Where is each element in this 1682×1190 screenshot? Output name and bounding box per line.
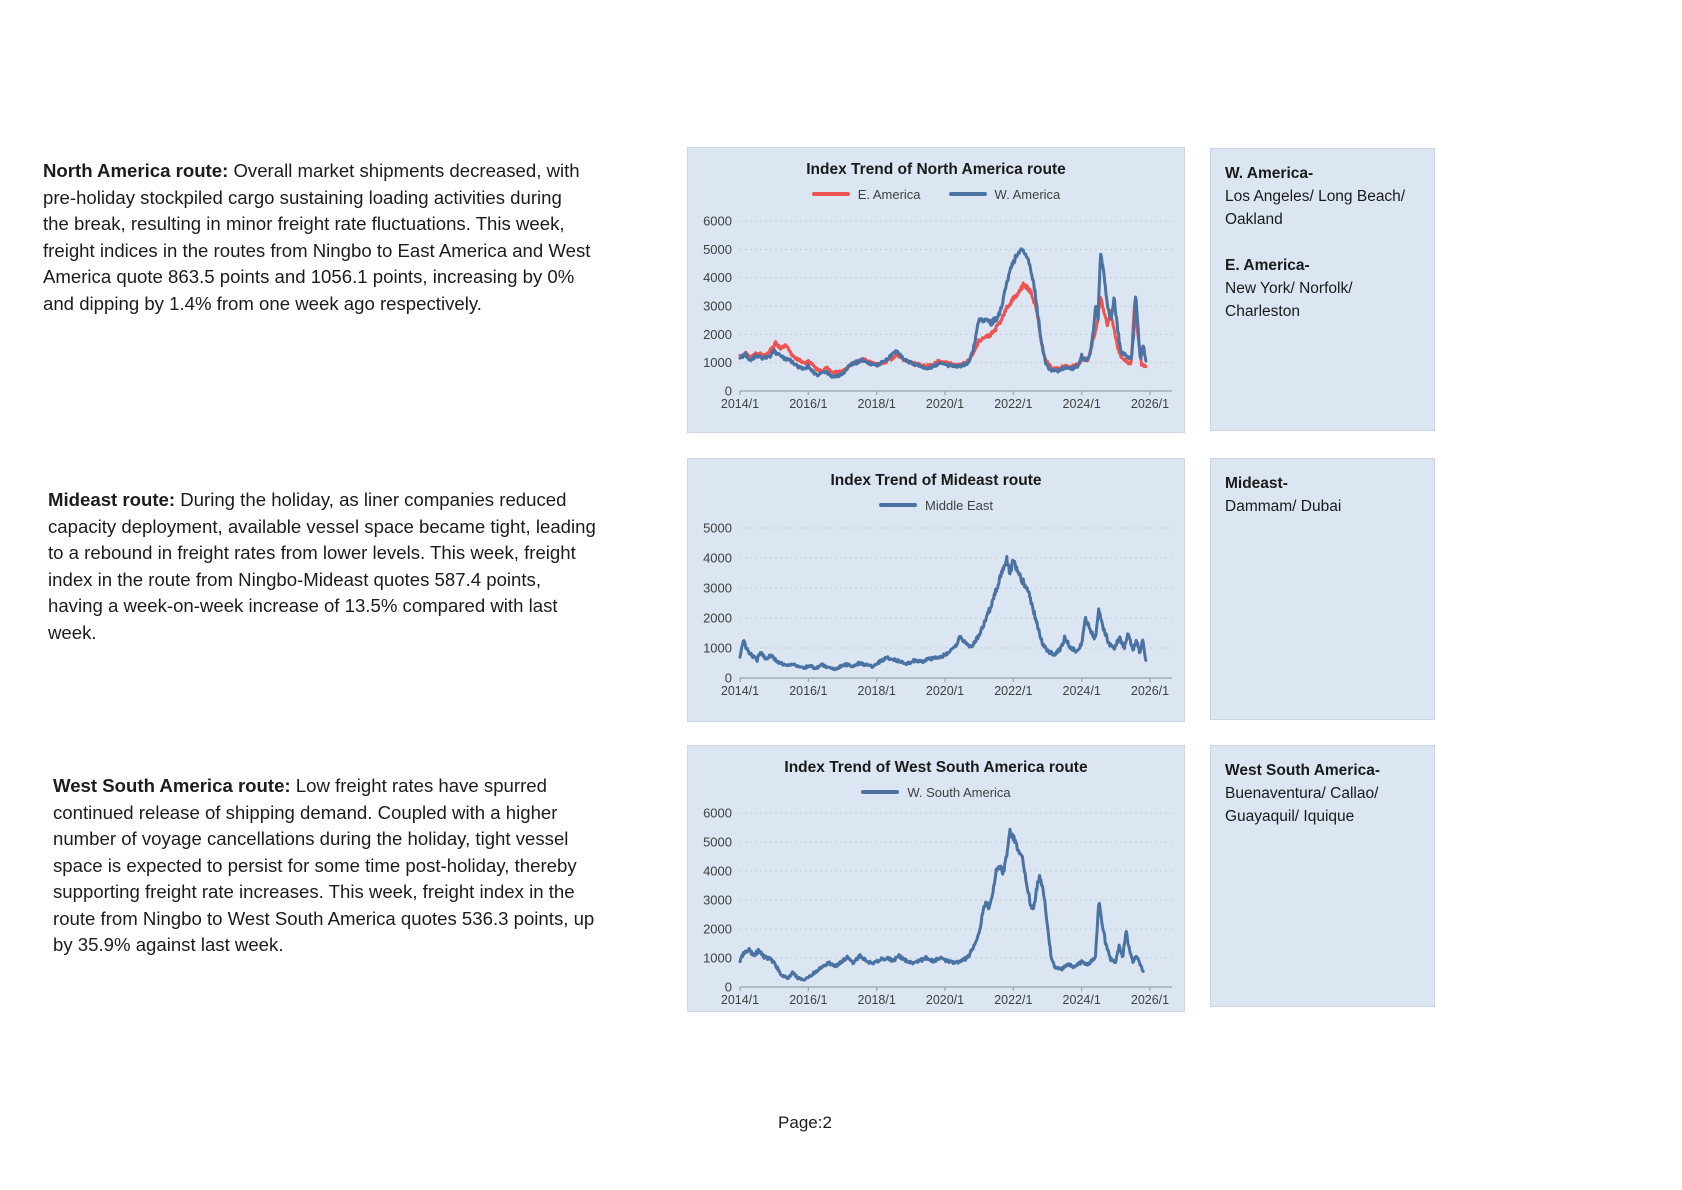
y-tick-labels — [703, 214, 732, 399]
chart-title: Index Trend of Mideast route — [830, 472, 1042, 489]
legend-item — [861, 785, 1010, 800]
svg-text:4000: 4000 — [703, 270, 732, 286]
svg-text:0: 0 — [724, 670, 732, 686]
legend-item — [949, 187, 1061, 202]
svg-text:2024/1: 2024/1 — [1062, 993, 1101, 1007]
chart-plot — [688, 518, 1184, 708]
port-group-title: E. America- — [1225, 257, 1310, 274]
port-group-title: W. America- — [1225, 165, 1314, 182]
port-group — [1225, 254, 1420, 323]
svg-text:2022/1: 2022/1 — [994, 993, 1033, 1007]
svg-text:5000: 5000 — [703, 834, 732, 850]
paragraph-lead: Mideast route: — [48, 489, 176, 510]
svg-text:2022/1: 2022/1 — [994, 684, 1033, 698]
legend-line-swatch — [879, 503, 917, 507]
north-america-chart-panel — [687, 147, 1185, 433]
port-group-detail: Los Angeles/ Long Beach/ Oakland — [1225, 188, 1406, 228]
svg-text:2022/1: 2022/1 — [994, 397, 1033, 411]
port-group-title: West South America- — [1225, 762, 1381, 779]
west-south-america-chart-panel — [687, 745, 1185, 1012]
svg-text:4000: 4000 — [703, 550, 732, 566]
svg-text:2020/1: 2020/1 — [925, 397, 965, 411]
chart-title: Index Trend of West South America route — [784, 759, 1088, 776]
svg-text:3000: 3000 — [703, 580, 732, 596]
svg-text:6000: 6000 — [703, 213, 732, 229]
chart-svg — [688, 805, 1184, 1011]
paragraph-body: Low freight rates have spurred continued release of shipping demand. Coupled with a higher number of voyage cancellations during the holiday, tight vessel space is expected to persist for some time post-holiday, thereby supporting freight rate increases. This week, freight index in the route from Ningbo to West South America quotes 536.3 points, up by 35.9% against last week. — [53, 775, 595, 955]
chart-plot — [688, 805, 1184, 1011]
svg-text:2026/1: 2026/1 — [1130, 993, 1170, 1007]
svg-text:2026/1: 2026/1 — [1130, 684, 1170, 698]
svg-text:2020/1: 2020/1 — [925, 684, 965, 698]
legend-item — [812, 187, 921, 202]
legend-line-swatch — [861, 790, 899, 794]
port-group-detail: Buenaventura/ Callao/ Guayaquil/ Iquique — [1225, 785, 1379, 825]
legend-label: W. South America — [907, 784, 1011, 800]
svg-text:0: 0 — [724, 979, 732, 995]
mideast-ports-panel — [1210, 458, 1435, 720]
paragraph-lead: West South America route: — [53, 775, 291, 796]
port-group-detail: New York/ Norfolk/ Charleston — [1225, 280, 1353, 320]
chart-svg — [688, 207, 1184, 417]
svg-text:2000: 2000 — [703, 610, 732, 626]
svg-text:2018/1: 2018/1 — [857, 684, 896, 698]
legend-line-swatch — [812, 192, 850, 196]
svg-text:2016/1: 2016/1 — [789, 684, 828, 698]
legend-item — [879, 498, 993, 513]
port-group — [1225, 759, 1420, 828]
legend-label: Middle East — [925, 497, 993, 513]
svg-text:1000: 1000 — [703, 950, 732, 966]
series-line-middle-east — [740, 557, 1146, 670]
svg-text:1000: 1000 — [703, 640, 732, 656]
svg-text:0: 0 — [724, 383, 732, 399]
paragraph-body: Overall market shipments decreased, with pre-holiday stockpiled cargo sustaining loading activities during the break, resulting in minor freight rate fluctuations. This week, freight indices in the routes from Ningbo to East America and West America quote 863.5 points and 1056.1 points, increasing by 0% and dipping by 1.4% from one week ago respectively. — [43, 160, 591, 314]
port-group-detail: Dammam/ Dubai — [1225, 498, 1342, 515]
chart-legend — [688, 783, 1184, 801]
x-axis — [721, 678, 1172, 698]
chart-legend — [688, 185, 1184, 203]
west-south-america-route-paragraph — [53, 773, 601, 959]
port-group — [1225, 472, 1420, 518]
paragraph-lead: North America route: — [43, 160, 229, 181]
svg-text:2024/1: 2024/1 — [1062, 684, 1101, 698]
svg-text:2000: 2000 — [703, 326, 732, 342]
y-tick-labels — [703, 521, 732, 686]
svg-text:3000: 3000 — [703, 298, 732, 314]
series-line-w-america — [740, 249, 1146, 377]
svg-text:2024/1: 2024/1 — [1062, 397, 1101, 411]
north-america-ports-panel — [1210, 148, 1435, 431]
svg-text:1000: 1000 — [703, 355, 732, 371]
svg-text:2014/1: 2014/1 — [720, 397, 760, 411]
svg-text:2014/1: 2014/1 — [720, 684, 760, 698]
gridlines — [740, 528, 1172, 648]
west-south-america-ports-panel — [1210, 745, 1435, 1007]
svg-text:5000: 5000 — [703, 520, 732, 536]
north-america-route-paragraph — [43, 158, 591, 317]
svg-text:3000: 3000 — [703, 892, 732, 908]
mideast-route-paragraph — [48, 487, 596, 646]
gridlines — [740, 813, 1172, 958]
svg-text:5000: 5000 — [703, 241, 732, 257]
svg-text:6000: 6000 — [703, 805, 732, 821]
svg-text:2016/1: 2016/1 — [789, 397, 828, 411]
svg-text:2016/1: 2016/1 — [789, 993, 828, 1007]
mideast-chart-panel — [687, 458, 1185, 722]
chart-legend — [688, 496, 1184, 514]
chart-title: Index Trend of North America route — [806, 161, 1066, 178]
svg-text:2026/1: 2026/1 — [1130, 397, 1170, 411]
svg-text:2014/1: 2014/1 — [720, 993, 760, 1007]
svg-text:2020/1: 2020/1 — [925, 993, 965, 1007]
page-footer: Page:2 — [778, 1113, 832, 1132]
x-axis — [721, 987, 1172, 1007]
svg-text:2018/1: 2018/1 — [857, 993, 896, 1007]
chart-plot — [688, 207, 1184, 417]
legend-label: W. America — [994, 186, 1061, 202]
legend-label: E. America — [857, 186, 921, 202]
svg-text:2018/1: 2018/1 — [857, 397, 896, 411]
svg-text:4000: 4000 — [703, 863, 732, 879]
port-group — [1225, 162, 1420, 231]
chart-svg — [688, 518, 1184, 708]
legend-line-swatch — [949, 192, 987, 196]
x-axis — [721, 391, 1172, 411]
svg-text:2000: 2000 — [703, 921, 732, 937]
paragraph-body: During the holiday, as liner companies reduced capacity deployment, available vessel space became tight, leading to a rebound in freight rates from lower levels. This week, freight index in the route from Ningbo-Mideast quotes 587.4 points, having a week-on-week increase of 13.5% compared with last week. — [48, 489, 596, 643]
port-group-title: Mideast- — [1225, 475, 1288, 492]
y-tick-labels — [703, 806, 732, 995]
